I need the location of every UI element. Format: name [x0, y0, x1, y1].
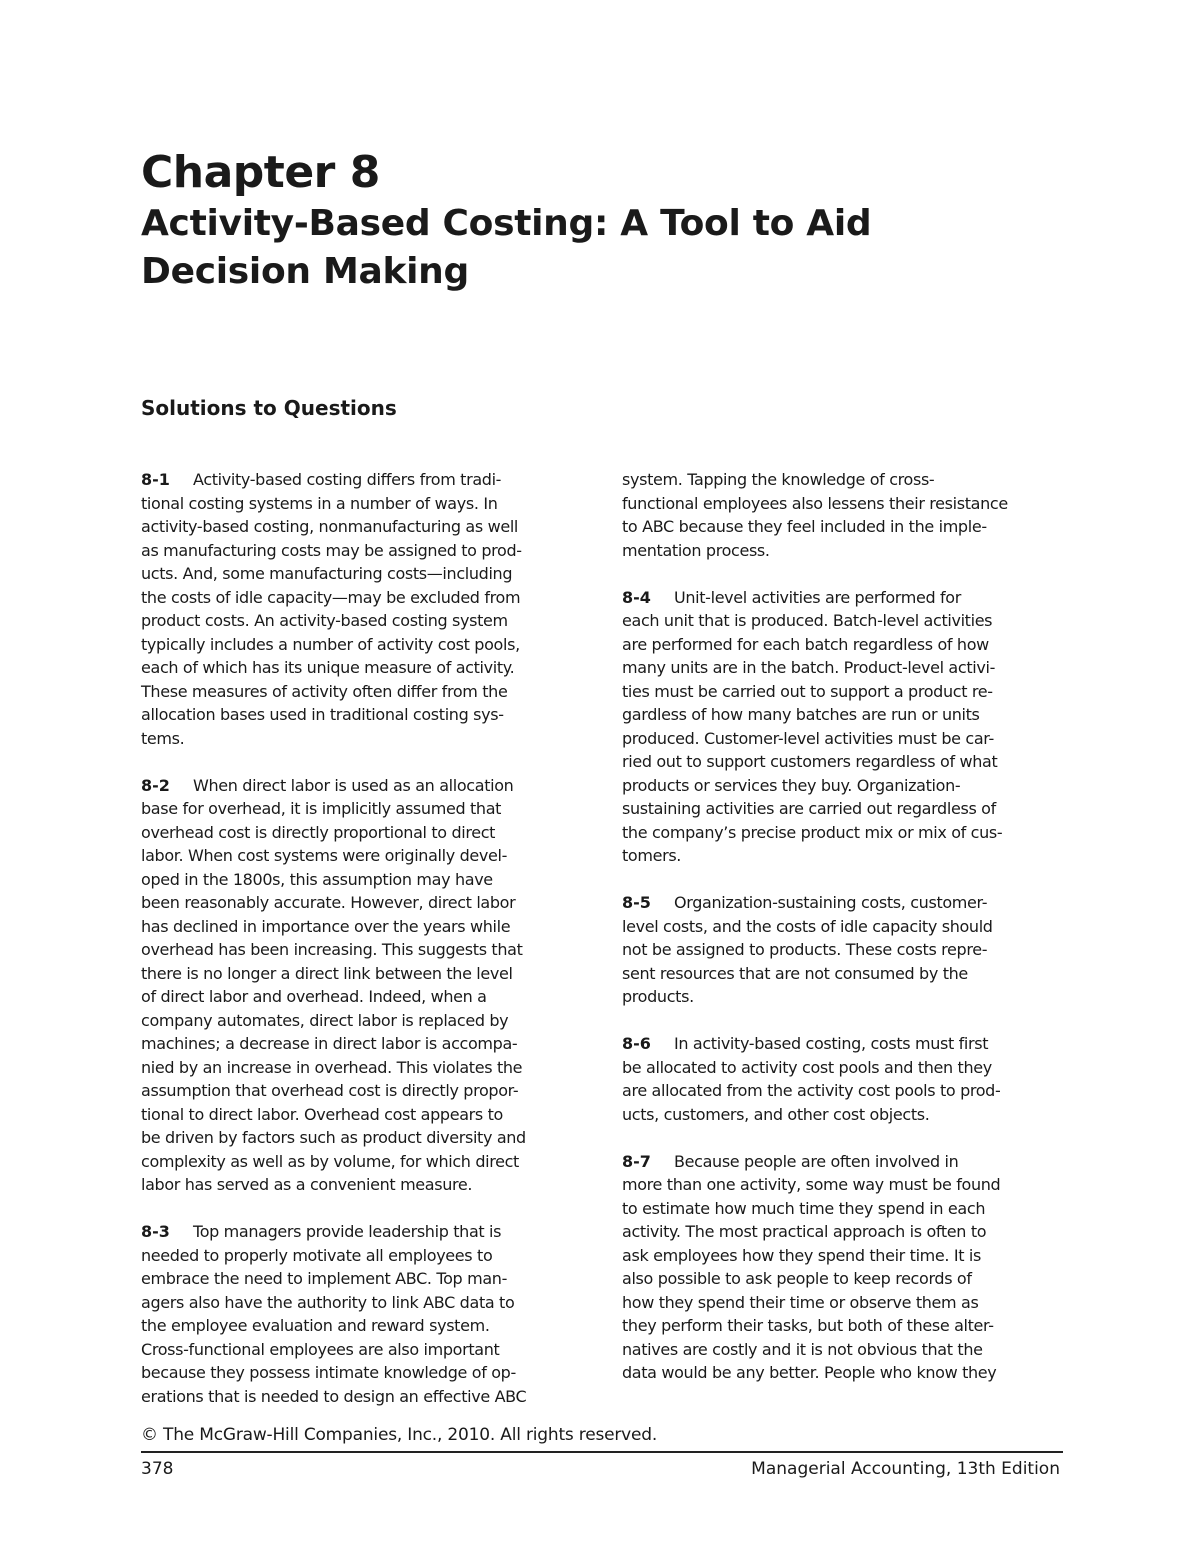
line-text: complexity as well as by volume, for which direct [141, 1151, 519, 1171]
text-line [141, 586, 581, 610]
right-text-column [622, 468, 1062, 1385]
question-first-line [141, 468, 581, 492]
text-line [141, 915, 581, 939]
line-text: Cross-functional employees are also important [141, 1339, 500, 1359]
line-text: level costs, and the costs of idle capacity should [622, 916, 993, 936]
text-line [622, 1173, 1062, 1197]
question-number: 8-4 [622, 587, 651, 607]
text-line [622, 938, 1062, 962]
text-line [141, 515, 581, 539]
paragraph-gap [622, 1009, 1062, 1033]
text-line [141, 1361, 581, 1385]
line-text: base for overhead, it is implicitly assumed that [141, 799, 502, 818]
line-text: to ABC because they feel included in the imple- [622, 517, 987, 536]
text-line [141, 868, 581, 892]
text-line [141, 1173, 581, 1197]
chapter-number: Chapter 8 [141, 147, 380, 198]
line-text: sent resources that are not consumed by the [622, 963, 968, 983]
line-text: These measures of activity often differ from the [141, 681, 508, 701]
text-line [622, 1267, 1062, 1291]
line-text: erations that is needed to design an effective ABC [141, 1386, 527, 1406]
copyright-notice: © The McGraw-Hill Companies, Inc., 2010. All rights reserved. [141, 1425, 658, 1445]
text-line [622, 1361, 1062, 1385]
line-text: In activity-based costing, costs must first [674, 1034, 989, 1053]
text-line [141, 844, 581, 868]
line-text: functional employees also lessens their resistance [622, 493, 1008, 513]
text-line [141, 891, 581, 915]
line-text: agers also have the authority to link ABC data to [141, 1292, 515, 1312]
question-first-line [141, 1220, 581, 1244]
question-first-line [622, 1150, 1062, 1174]
line-text: been reasonably accurate. However, direct labor [141, 893, 516, 912]
text-line [622, 1197, 1062, 1221]
text-line [141, 1009, 581, 1033]
text-line [622, 609, 1062, 633]
line-text: because they possess intimate knowledge of op- [141, 1363, 516, 1382]
text-line [622, 1079, 1062, 1103]
line-text: many units are in the batch. Product-level activi- [622, 658, 995, 677]
line-text: ucts, customers, and other cost objects. [622, 1104, 930, 1124]
text-line [141, 1150, 581, 1174]
text-line [141, 1032, 581, 1056]
text-line [141, 1291, 581, 1315]
line-text: the company’s precise product mix or mix of cus- [622, 822, 1003, 842]
line-text: the costs of idle capacity—may be excluded from [141, 587, 521, 607]
text-line [141, 1314, 581, 1338]
text-line [622, 492, 1062, 516]
line-text: gardless of how many batches are run or units [622, 705, 980, 724]
paragraph-gap [141, 750, 581, 774]
line-text: Organization-sustaining costs, customer- [674, 893, 988, 912]
line-text: as manufacturing costs may be assigned to prod- [141, 540, 522, 560]
question-number: 8-3 [141, 1222, 170, 1241]
line-text: ried out to support customers regardless of what [622, 752, 998, 771]
text-line [141, 656, 581, 680]
text-line [622, 680, 1062, 704]
line-text: products. [622, 987, 694, 1006]
line-text: natives are costly and it is not obvious that the [622, 1339, 983, 1359]
question-number: 8-1 [141, 470, 170, 489]
line-text: system. Tapping the knowledge of cross- [622, 470, 935, 489]
line-text: activity-based costing, nonmanufacturing as well [141, 517, 519, 536]
text-line [622, 844, 1062, 868]
paragraph-gap [141, 1197, 581, 1221]
line-text: not be assigned to products. These costs repre- [622, 940, 988, 959]
line-text: ties must be carried out to support a product re- [622, 681, 993, 701]
text-line [141, 821, 581, 845]
line-text: of direct labor and overhead. Indeed, when a [141, 987, 487, 1006]
line-text: allocation bases used in traditional costing sys- [141, 705, 504, 724]
text-line [622, 539, 1062, 563]
line-text: has declined in importance over the years while [141, 916, 511, 936]
text-line [622, 774, 1062, 798]
line-text: needed to properly motivate all employees to [141, 1245, 493, 1265]
question-first-line [622, 586, 1062, 610]
left-text-column [141, 468, 581, 1408]
line-text: be allocated to activity cost pools and then they [622, 1057, 992, 1077]
line-text: nied by an increase in overhead. This violates the [141, 1057, 523, 1077]
text-line [622, 1220, 1062, 1244]
line-text: are performed for each batch regardless of how [622, 634, 989, 654]
line-text: sustaining activities are carried out regardless of [622, 799, 996, 818]
text-line [141, 1244, 581, 1268]
line-text: be driven by factors such as product diversity and [141, 1128, 526, 1147]
line-text: labor has served as a convenient measure. [141, 1175, 473, 1194]
line-text: product costs. An activity-based costing system [141, 611, 508, 630]
text-line [141, 1385, 581, 1409]
text-line [141, 1079, 581, 1103]
text-line [622, 962, 1062, 986]
text-line [141, 633, 581, 657]
text-line [141, 985, 581, 1009]
text-line [141, 492, 581, 516]
text-line [622, 1056, 1062, 1080]
text-line [622, 1291, 1062, 1315]
line-text: embrace the need to implement ABC. Top man- [141, 1269, 507, 1288]
line-text: produced. Customer-level activities must be car- [622, 728, 994, 748]
line-text: overhead cost is directly proportional to direct [141, 822, 496, 842]
question-number: 8-6 [622, 1034, 651, 1053]
line-text: tomers. [622, 846, 682, 865]
line-text: are allocated from the activity cost pools to prod- [622, 1081, 1001, 1100]
line-text: Top managers provide leadership that is [193, 1222, 502, 1241]
footer-divider [141, 1451, 1063, 1453]
text-line [141, 539, 581, 563]
line-text: typically includes a number of activity cost pools, [141, 634, 520, 654]
line-text: machines; a decrease in direct labor is accompa- [141, 1034, 518, 1053]
paragraph-gap [622, 562, 1062, 586]
text-line [622, 656, 1062, 680]
line-text: labor. When cost systems were originally devel- [141, 846, 508, 865]
line-text: to estimate how much time they spend in each [622, 1198, 986, 1218]
text-line [141, 1267, 581, 1291]
line-text: each unit that is produced. Batch-level activities [622, 611, 993, 630]
section-heading: Solutions to Questions [141, 396, 397, 420]
text-line [141, 1338, 581, 1362]
text-line [622, 727, 1062, 751]
line-text: tional costing systems in a number of ways. In [141, 493, 498, 513]
line-text: data would be any better. People who know they [622, 1363, 997, 1382]
text-line [141, 1103, 581, 1127]
text-line [141, 703, 581, 727]
line-text: Activity-based costing differs from tradi- [193, 470, 502, 489]
text-line [622, 633, 1062, 657]
question-first-line [141, 774, 581, 798]
question-number: 8-5 [622, 893, 651, 912]
question-number: 8-7 [622, 1151, 651, 1171]
text-line [622, 515, 1062, 539]
text-line [622, 468, 1062, 492]
line-text: Because people are often involved in [674, 1151, 959, 1171]
line-text: overhead has been increasing. This suggests that [141, 940, 523, 959]
paragraph-gap [622, 1126, 1062, 1150]
text-line [141, 680, 581, 704]
line-text: tional to direct labor. Overhead cost appears to [141, 1104, 503, 1124]
line-text: assumption that overhead cost is directly propor- [141, 1081, 519, 1100]
text-line [622, 1314, 1062, 1338]
line-text: more than one activity, some way must be found [622, 1175, 1001, 1194]
text-line [622, 703, 1062, 727]
text-line [622, 1244, 1062, 1268]
text-line [141, 938, 581, 962]
line-text: oped in the 1800s, this assumption may have [141, 869, 493, 889]
line-text: also possible to ask people to keep records of [622, 1269, 972, 1288]
text-line [622, 1338, 1062, 1362]
text-line [141, 797, 581, 821]
text-line [622, 985, 1062, 1009]
line-text: the employee evaluation and reward system. [141, 1316, 490, 1335]
book-title: Managerial Accounting, 13th Edition [751, 1459, 1060, 1479]
chapter-title [141, 200, 961, 296]
question-first-line [622, 1032, 1062, 1056]
line-text: mentation process. [622, 540, 770, 560]
text-line [622, 750, 1062, 774]
line-text: products or services they buy. Organization- [622, 775, 961, 795]
text-line [141, 562, 581, 586]
line-text: Unit-level activities are performed for [674, 587, 961, 607]
text-line [622, 915, 1062, 939]
question-number: 8-2 [141, 775, 170, 795]
line-text: tems. [141, 728, 185, 748]
page-number: 378 [141, 1459, 174, 1479]
text-line [141, 727, 581, 751]
line-text: each of which has its unique measure of activity. [141, 658, 515, 677]
text-line [141, 609, 581, 633]
line-text: When direct labor is used as an allocation [193, 775, 514, 795]
chapter-title-line-2: Decision Making [141, 251, 469, 292]
text-line [622, 1103, 1062, 1127]
line-text: they perform their tasks, but both of these alter- [622, 1316, 994, 1335]
line-text: how they spend their time or observe them as [622, 1292, 979, 1312]
line-text: there is no longer a direct link between the level [141, 963, 513, 983]
line-text: activity. The most practical approach is often to [622, 1222, 987, 1241]
line-text: ask employees how they spend their time. It is [622, 1245, 981, 1265]
text-line [622, 821, 1062, 845]
text-line [141, 1056, 581, 1080]
text-line [622, 797, 1062, 821]
chapter-title-line-1: Activity-Based Costing: A Tool to Aid [141, 203, 872, 244]
line-text: ucts. And, some manufacturing costs—including [141, 564, 513, 583]
question-first-line [622, 891, 1062, 915]
line-text: company automates, direct labor is replaced by [141, 1010, 509, 1030]
text-line [141, 1126, 581, 1150]
text-line [141, 962, 581, 986]
paragraph-gap [622, 868, 1062, 892]
